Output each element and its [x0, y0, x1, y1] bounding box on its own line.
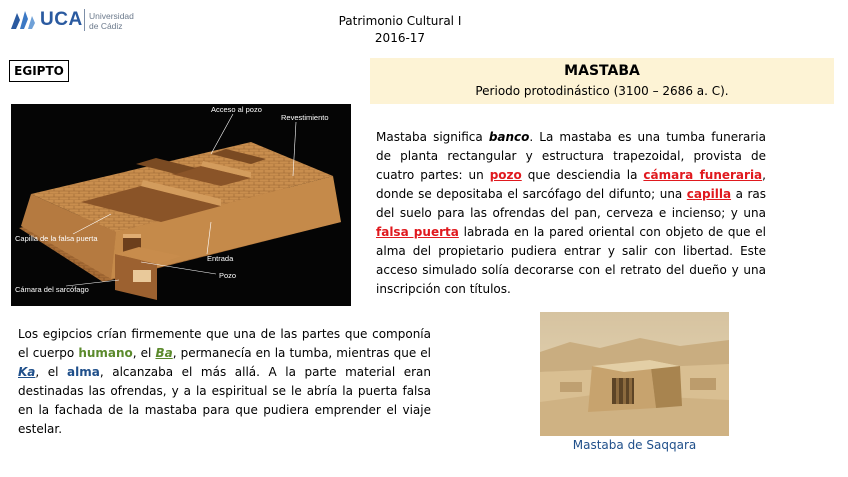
course-title: Patrimonio Cultural I	[338, 14, 462, 28]
keyword-ba: Ba	[155, 346, 173, 360]
logo-separator	[84, 9, 85, 31]
description-paragraph	[376, 128, 766, 299]
label-revestimiento: Revestimiento	[281, 113, 329, 122]
label-acceso-pozo: Acceso al pozo	[211, 105, 262, 114]
text-span: , permanecía en la tumba, mientras que el	[172, 346, 431, 360]
photo-caption: Mastaba de Saqqara	[572, 438, 697, 452]
keyword-alma: alma	[67, 365, 100, 379]
label-pozo: Pozo	[219, 271, 237, 280]
label-capilla: Capilla de la falsa puerta	[15, 234, 98, 243]
text-span: Mastaba significa	[376, 130, 489, 144]
keyword-ka: Ka	[18, 365, 36, 379]
logo-abbreviation: UCA	[40, 9, 83, 30]
logo-name-line2: de Cádiz	[89, 21, 123, 31]
uca-emblem-icon	[8, 8, 38, 34]
keyword-falsa-puerta: falsa puerta	[376, 225, 459, 239]
keyword-pozo: pozo	[489, 168, 522, 182]
keyword-capilla: capilla	[686, 187, 732, 201]
slide-title: MASTABA	[564, 63, 640, 79]
keyword-camara-funeraria: cámara funeraria	[643, 168, 763, 182]
keyword-banco: banco	[488, 130, 530, 144]
text-span: a ras del suelo para las ofrendas del pan, cerveza e incienso; y una	[376, 187, 766, 220]
course-header	[300, 13, 500, 47]
saqqara-photo	[540, 312, 729, 436]
text-span: , el	[35, 365, 68, 379]
logo-name-line1: Universidad	[89, 11, 134, 21]
label-camara: Cámara del sarcófago	[15, 285, 89, 294]
beliefs-paragraph	[18, 325, 431, 439]
logo-university-name	[89, 11, 134, 31]
label-entrada: Entrada	[207, 254, 234, 263]
course-year: 2016-17	[374, 31, 426, 45]
text-span: labrada en la pared oriental con objeto de que el alma del propietario pudiera entrar y salir con libertad. Este acceso simulado solía decorarse con el retrato del dueño y una inscripción con títulos.	[376, 225, 767, 296]
text-span: que desciendia la	[521, 168, 644, 182]
text-span: , donde se depositaba el sarcófago del difunto; una	[376, 168, 766, 201]
mastaba-cutaway-illustration	[11, 104, 351, 306]
text-span: , el	[132, 346, 156, 360]
slide-subtitle: Periodo protodinástico (3100 – 2686 a. C).	[475, 84, 729, 98]
keyword-humano: humano	[78, 346, 133, 360]
section-tag: EGIPTO	[9, 60, 69, 82]
text-span: Los egipcios crían firmemente que una de las partes que componía el cuerpo	[18, 327, 431, 360]
text-span: , alcanzaba el más allá. A la parte material eran destinadas las ofrendas, y a la espiritual se le abría la puerta falsa en la fachada de la mastaba para que pudiera emprender el viaje estelar.	[18, 365, 431, 436]
text-span: . La mastaba es una tumba funeraria de planta rectangular y estructura trapezoidal, provista de cuatro partes: un	[376, 130, 766, 182]
